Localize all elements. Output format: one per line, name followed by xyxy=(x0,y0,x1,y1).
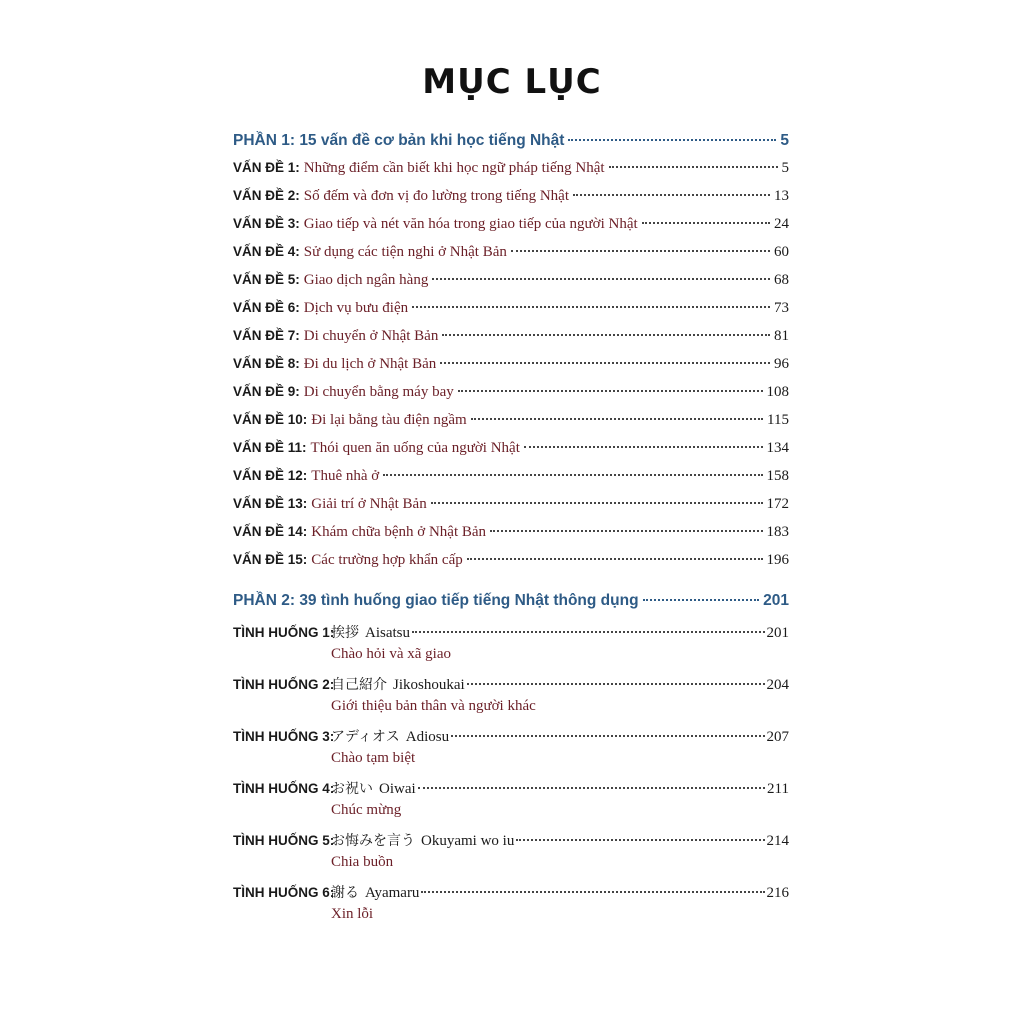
entry-page: 5 xyxy=(781,160,789,176)
leader-dots xyxy=(467,683,765,685)
part1-list xyxy=(233,160,789,580)
toc-entry[interactable] xyxy=(233,496,789,524)
leader-dots xyxy=(418,787,765,789)
leader-dots xyxy=(467,558,763,560)
entry-japanese: 謝る xyxy=(331,885,359,901)
leader-dots xyxy=(383,474,762,476)
entry-page: 211 xyxy=(767,781,789,797)
entry-page: 204 xyxy=(766,677,789,693)
entry-title: Những điểm cần biết khi học ngữ pháp tiếng Nhật xyxy=(303,160,605,176)
leader-dots xyxy=(573,194,770,196)
entry-page: 68 xyxy=(774,272,789,288)
entry-title: Dịch vụ bưu điện xyxy=(303,300,409,316)
entry-romaji: Aisatsu xyxy=(365,625,410,641)
leader-dots xyxy=(432,278,770,280)
entry-label: VẤN ĐỀ 7: xyxy=(233,328,300,343)
toc-entry[interactable] xyxy=(233,524,789,552)
leader-dots xyxy=(609,166,778,168)
entry-romaji: Ayamaru xyxy=(365,885,420,901)
entry-meaning: Chào hỏi và xã giao xyxy=(331,646,451,662)
leader-dots xyxy=(471,418,763,420)
toc-entry[interactable] xyxy=(233,272,789,300)
part2-heading-page: 201 xyxy=(763,592,789,609)
part2-heading-text: PHẦN 2: 39 tình huống giao tiếp tiếng Nhật thông dụng xyxy=(233,592,639,609)
part1-heading[interactable] xyxy=(233,132,789,158)
entry-label: TÌNH HUỐNG 4: xyxy=(233,781,335,796)
entry-meaning: Xin lỗi xyxy=(331,906,374,922)
leader-dots xyxy=(442,334,770,336)
entry-page: 60 xyxy=(774,244,789,260)
entry-page: 207 xyxy=(766,729,789,745)
leader-dots xyxy=(431,502,763,504)
entry-page: 115 xyxy=(767,412,789,428)
entry-label: TÌNH HUỐNG 1: xyxy=(233,625,335,640)
entry-label: TÌNH HUỐNG 2: xyxy=(233,677,335,692)
entry-title: Các trường hợp khẩn cấp xyxy=(311,552,463,568)
leader-dots xyxy=(643,599,760,601)
entry-label: VẤN ĐỀ 2: xyxy=(233,188,300,203)
entry-page: 134 xyxy=(766,440,789,456)
entry-label: TÌNH HUỐNG 3: xyxy=(233,729,335,744)
entry-page: 196 xyxy=(766,552,789,568)
toc-entry[interactable] xyxy=(233,356,789,384)
entry-title: Thuê nhà ở xyxy=(311,468,380,484)
leader-dots xyxy=(412,631,765,633)
entry-label: VẤN ĐỀ 12: xyxy=(233,468,308,483)
entry-title: Đi du lịch ở Nhật Bản xyxy=(303,356,437,372)
entry-page: 216 xyxy=(766,885,789,901)
toc-entry[interactable] xyxy=(233,160,789,188)
leader-dots xyxy=(412,306,770,308)
entry-page: 24 xyxy=(774,216,789,232)
entry-page: 214 xyxy=(766,833,789,849)
entry-meaning: Chào tạm biệt xyxy=(331,750,416,766)
toc-entry[interactable] xyxy=(233,188,789,216)
entry-japanese: アディオス xyxy=(331,729,400,745)
part2-list xyxy=(233,622,789,934)
toc-entry[interactable] xyxy=(233,882,789,906)
part1-heading-text: PHẦN 1: 15 vấn đề cơ bản khi học tiếng Nhật xyxy=(233,132,565,149)
entry-page: 108 xyxy=(766,384,789,400)
toc-entry[interactable] xyxy=(233,216,789,244)
leader-dots xyxy=(421,891,764,893)
entry-label: VẤN ĐỀ 8: xyxy=(233,356,300,371)
entry-japanese: 挨拶 xyxy=(331,625,359,641)
entry-label: VẤN ĐỀ 15: xyxy=(233,552,308,567)
toc-part1 xyxy=(233,132,789,580)
entry-title: Số đếm và đơn vị đo lường trong tiếng Nhật xyxy=(303,188,569,204)
entry-title: Sử dụng các tiện nghi ở Nhật Bản xyxy=(303,244,507,260)
entry-page: 183 xyxy=(766,524,789,540)
entry-label: VẤN ĐỀ 10: xyxy=(233,412,308,427)
leader-dots xyxy=(451,735,764,737)
entry-romaji: Okuyami wo iu xyxy=(421,833,515,849)
entry-japanese: お祝い xyxy=(331,781,373,797)
entry-title: Di chuyển bằng máy bay xyxy=(303,384,454,400)
leader-dots xyxy=(458,390,763,392)
entry-page: 172 xyxy=(766,496,789,512)
page-title: MỤC LỤC xyxy=(422,62,602,102)
entry-japanese: 自己紹介 xyxy=(331,677,387,693)
entry-title: Giải trí ở Nhật Bản xyxy=(311,496,427,512)
entry-title: Giao dịch ngân hàng xyxy=(303,272,429,288)
entry-label: VẤN ĐỀ 13: xyxy=(233,496,308,511)
entry-title: Khám chữa bệnh ở Nhật Bản xyxy=(311,524,487,540)
entry-title: Di chuyển ở Nhật Bản xyxy=(303,328,439,344)
toc-entry[interactable] xyxy=(233,726,789,750)
leader-dots xyxy=(511,250,770,252)
entry-label: VẤN ĐỀ 14: xyxy=(233,524,308,539)
entry-page: 201 xyxy=(766,625,789,641)
entry-romaji: Jikoshoukai xyxy=(393,677,465,693)
toc-entry[interactable] xyxy=(233,468,789,496)
part1-heading-page: 5 xyxy=(780,132,789,149)
entry-meaning: Chúc mừng xyxy=(331,802,402,818)
entry-label: TÌNH HUỐNG 5: xyxy=(233,833,335,848)
toc-entry[interactable] xyxy=(233,674,789,698)
toc-entry[interactable] xyxy=(233,830,789,854)
entry-romaji: Adiosu xyxy=(405,729,450,745)
entry-title: Đi lại bằng tàu điện ngầm xyxy=(311,412,467,428)
entry-page: 96 xyxy=(774,356,789,372)
leader-dots xyxy=(642,222,770,224)
leader-dots xyxy=(490,530,762,532)
entry-romaji: Oiwai xyxy=(379,781,416,797)
toc-entry[interactable] xyxy=(233,778,789,802)
toc-entry[interactable] xyxy=(233,384,789,412)
toc-entry[interactable] xyxy=(233,412,789,440)
toc-entry[interactable] xyxy=(233,244,789,272)
entry-meaning: Chia buồn xyxy=(331,854,394,870)
part2-heading[interactable] xyxy=(233,592,789,618)
toc-entry[interactable] xyxy=(233,300,789,328)
toc-part2 xyxy=(233,592,789,934)
leader-dots xyxy=(516,839,764,841)
entry-label: VẤN ĐỀ 5: xyxy=(233,272,300,287)
entry-label: VẤN ĐỀ 9: xyxy=(233,384,300,399)
entry-page: 13 xyxy=(774,188,789,204)
entry-label: VẤN ĐỀ 1: xyxy=(233,160,300,175)
entry-meaning: Giới thiệu bản thân và người khác xyxy=(331,698,536,714)
toc-entry[interactable] xyxy=(233,440,789,468)
entry-title: Giao tiếp và nét văn hóa trong giao tiếp của người Nhật xyxy=(303,216,638,232)
leader-dots xyxy=(440,362,770,364)
entry-japanese: お悔みを言う xyxy=(331,833,415,849)
entry-label: TÌNH HUỐNG 6: xyxy=(233,885,335,900)
leader-dots xyxy=(524,446,763,448)
entry-title: Thói quen ăn uống của người Nhật xyxy=(310,440,520,456)
entry-label: VẤN ĐỀ 11: xyxy=(233,440,307,455)
toc-entry[interactable] xyxy=(233,328,789,356)
leader-dots xyxy=(568,139,776,141)
entry-label: VẤN ĐỀ 4: xyxy=(233,244,300,259)
entry-label: VẤN ĐỀ 3: xyxy=(233,216,300,231)
entry-page: 81 xyxy=(774,328,789,344)
entry-page: 158 xyxy=(766,468,789,484)
toc-entry[interactable] xyxy=(233,622,789,646)
entry-label: VẤN ĐỀ 6: xyxy=(233,300,300,315)
entry-page: 73 xyxy=(774,300,789,316)
toc-entry[interactable] xyxy=(233,552,789,580)
